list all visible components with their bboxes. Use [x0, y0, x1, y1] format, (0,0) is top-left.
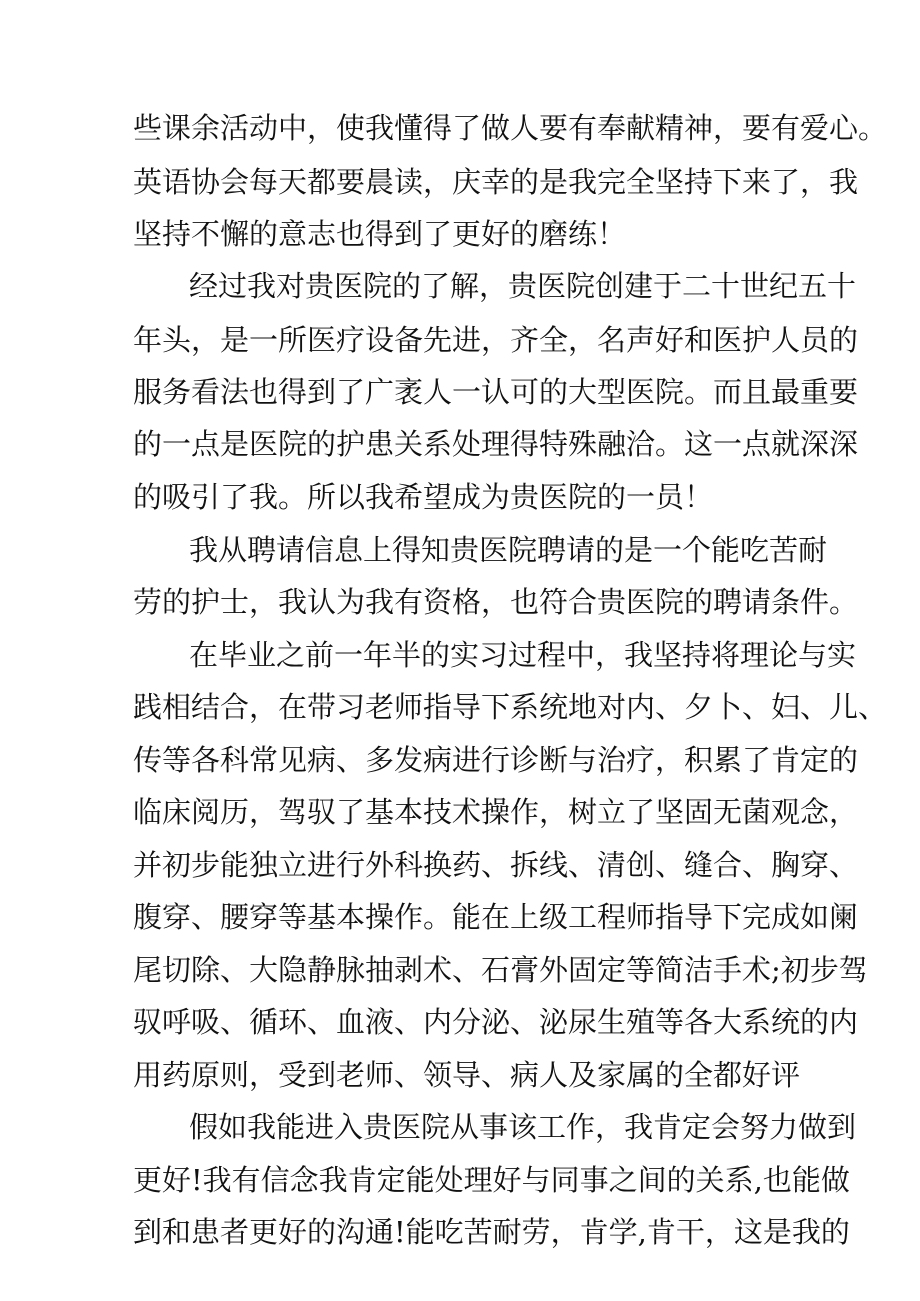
text-line: 年头，是一所医疗设备先进，齐全，名声好和医护人员的: [133, 323, 859, 357]
text-line: 英语协会每天都要晨读，庆幸的是我完全坚持下来了，我: [133, 165, 859, 199]
text-line: 用药原则，受到老师、领导、病人及家属的全都好评: [133, 1058, 801, 1092]
paragraph-first-line: 经过我对贵医院的了解，贵医院创建于二十世纪五十: [189, 269, 857, 303]
text-line: 践相结合，在带习老师指导下系统地对内、夕卜、妇、儿、: [133, 690, 888, 724]
text-line: 驭呼吸、循环、血液、内分泌、泌尿生殖等各大系统的内: [133, 1005, 859, 1039]
text-line: 劳的护士，我认为我有资格，也符合贵医院的聘请条件。: [133, 585, 859, 619]
text-line: 的一点是医院的护患关系处理得特殊融洽。这一点就深深: [133, 427, 859, 461]
paragraph-first-line: 在毕业之前一年半的实习过程中，我坚持将理论与实: [189, 638, 857, 672]
text-line: 服务看法也得到了广袤人一认可的大型医院。而且最重要: [133, 375, 859, 409]
text-line: 临床阅历，驾驭了基本技术操作，树立了坚固无菌观念，: [133, 795, 859, 829]
paragraph-first-line: 假如我能进入贵医院从事该工作，我肯定会努力做到: [189, 1110, 857, 1144]
text-line: 坚持不懈的意志也得到了更好的磨练！: [133, 217, 627, 251]
text-line: 传等各科常见病、多发病进行诊断与治疗，积累了肯定的: [133, 743, 859, 777]
text-line: 更好!我有信念我肯定能处理好与同事之间的关系,也能做: [133, 1163, 850, 1197]
text-line: 到和患者更好的沟通!能吃苦耐劳，肯学,肯干，这是我的: [133, 1215, 850, 1249]
text-line: 的吸引了我。所以我希望成为贵医院的一员！: [133, 480, 714, 514]
text-line: 些课余活动中，使我懂得了做人要有奉献精神，要有爱心。: [133, 111, 888, 145]
text-line: 并初步能独立进行外科换药、拆线、清创、缝合、胸穿、: [133, 848, 859, 882]
paragraph-first-line: 我从聘请信息上得知贵医院聘请的是一个能吃苦耐: [189, 533, 828, 567]
text-line: 腹穿、腰穿等基本操作。能在上级工程师指导下完成如阑: [133, 900, 859, 934]
text-line: 尾切除、大隐静脉抽剥术、石膏外固定等简洁手术;初步驾: [133, 953, 868, 987]
